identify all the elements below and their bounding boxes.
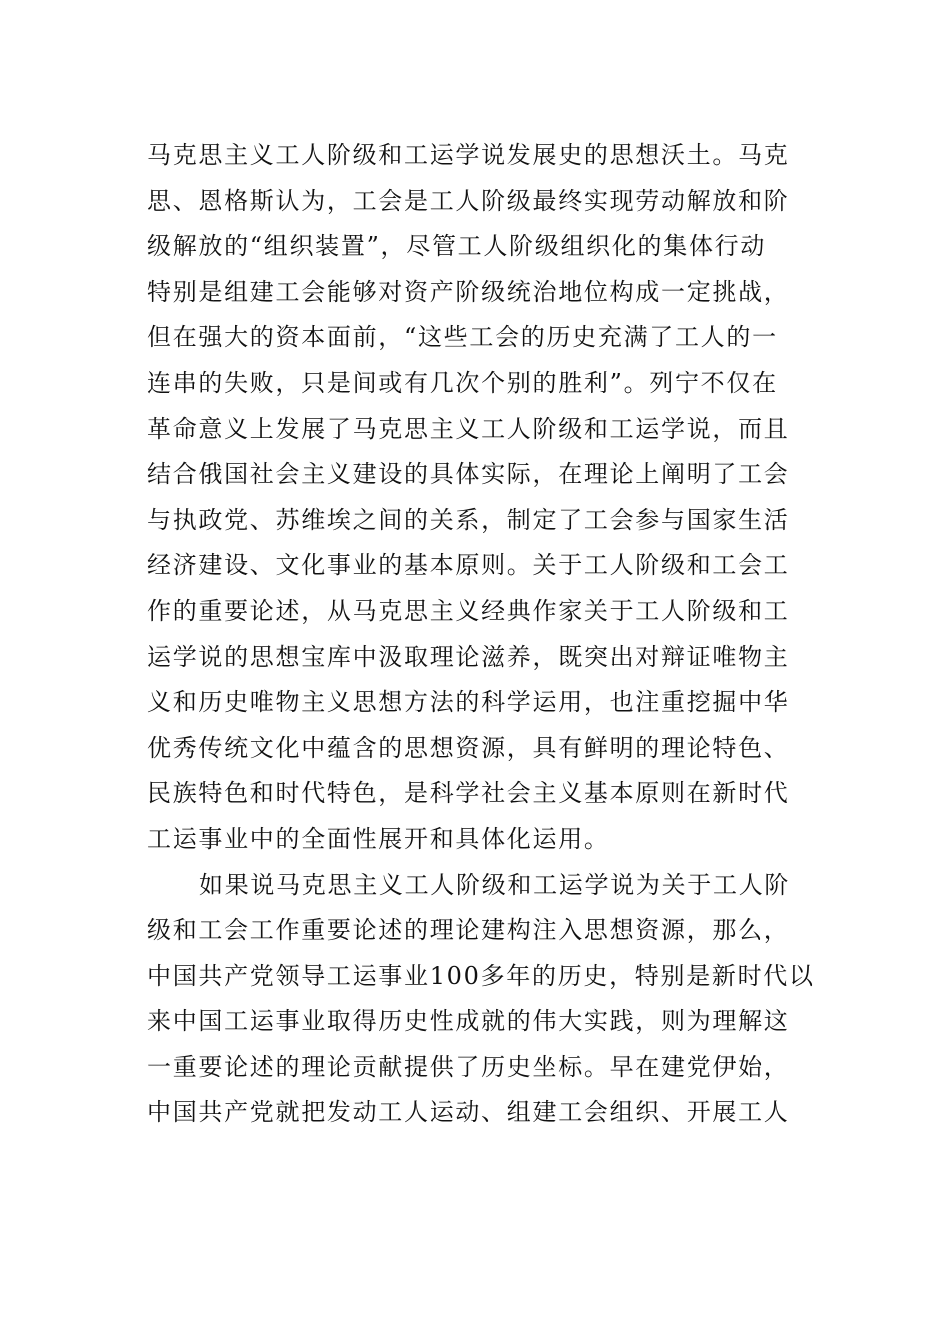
- text-line: 马克思主义工人阶级和工运学说发展史的思想沃土。马克: [147, 141, 790, 169]
- text-line: 但在强大的资本面前，“这些工会的历史充满了工人的一: [147, 323, 778, 352]
- text-line: 工运事业中的全面性展开和具体化运用。: [147, 824, 610, 853]
- text-line: 作的重要论述，从马克思主义经典作家关于工人阶级和工: [147, 596, 790, 625]
- paragraph-2: [147, 863, 827, 1137]
- text-line: 革命意义上发展了马克思主义工人阶级和工运学说，而且: [147, 414, 790, 443]
- text-line: 经济建设、文化事业的基本原则。关于工人阶级和工会工: [147, 551, 790, 580]
- text-line: 连串的失败，只是间或有几次个别的胜利”。列宁不仅在: [147, 368, 778, 397]
- text-line: 优秀传统文化中蕴含的思想资源，具有鲜明的理论特色、: [147, 733, 790, 762]
- text-line: 思、恩格斯认为，工会是工人阶级最终实现劳动解放和阶: [147, 186, 790, 215]
- text-line-indented: 如果说马克思主义工人阶级和工运学说为关于工人阶: [199, 870, 791, 899]
- text-line: 一重要论述的理论贡献提供了历史坐标。早在建党伊始，: [147, 1052, 790, 1081]
- text-line: 级和工会工作重要论述的理论建构注入思想资源，那么，: [147, 916, 790, 945]
- text-line: 来中国工运事业取得历史性成就的伟大实践，则为理解这: [147, 1007, 790, 1036]
- text-line: 结合俄国社会主义建设的具体实际，在理论上阐明了工会: [147, 460, 790, 489]
- text-line: 中国共产党就把发动工人运动、组建工会组织、开展工人: [147, 1098, 790, 1127]
- paragraph-1: [147, 133, 827, 863]
- text-line: 中国共产党领导工运事业100多年的历史，特别是新时代以: [147, 961, 815, 990]
- body-text: [147, 133, 827, 1136]
- text-line: 与执政党、苏维埃之间的关系，制定了工会参与国家生活: [147, 505, 790, 534]
- text-line: 特别是组建工会能够对资产阶级统治地位构成一定挑战，: [147, 277, 790, 306]
- text-line: 民族特色和时代特色，是科学社会主义基本原则在新时代: [147, 779, 790, 808]
- text-line: 义和历史唯物主义思想方法的科学运用，也注重挖掘中华: [147, 688, 790, 717]
- text-line: 运学说的思想宝库中汲取理论滋养，既突出对辩证唯物主: [147, 642, 790, 671]
- text-line: 级解放的“组织装置”，尽管工人阶级组织化的集体行动: [147, 232, 767, 261]
